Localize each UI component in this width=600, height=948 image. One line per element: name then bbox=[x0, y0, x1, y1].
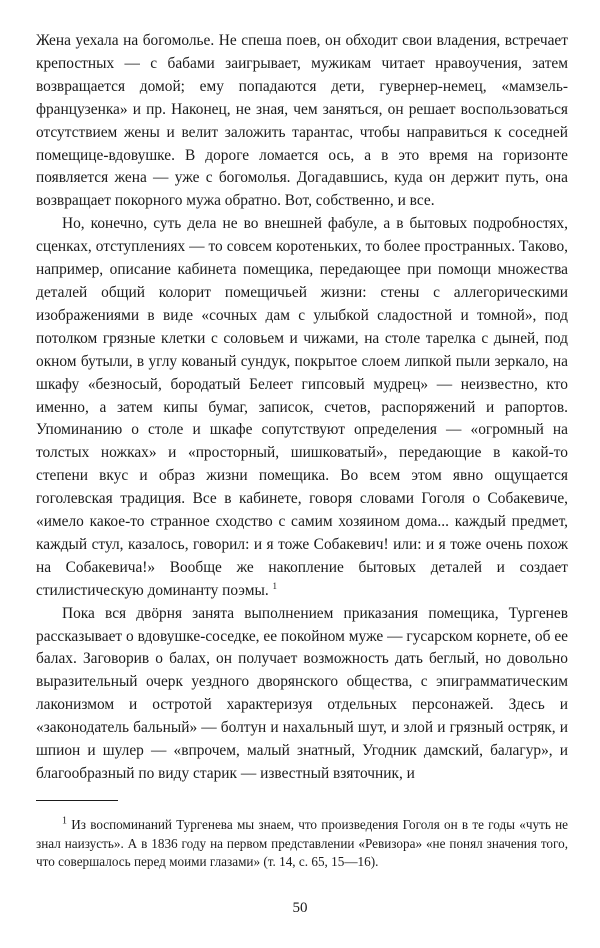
paragraph-2 bbox=[36, 213, 568, 602]
paragraph-2-text: Но, конечно, суть дела не во внешней фабуле, а в бытовых подробностях, сценках, отступлениях — то совсем коротеньких, то более пространных. Таково, например, описание кабинета помещика, передающее при помощи множества деталей общий колорит помещичьей жизни: стены с аллегорическими изображениями в виде «сочных дам с улыбкой сладостной и томной», под потолком грязные клетки с соловьем и чижами, на столе тарелка с дыней, под окном бутыли, в углу кованый сундук, покрытое слоем липкой пыли зеркало, на шкафу «безносый, бородатый Белеет гипсовый мудрец» — неизвестно, кто именно, а затем кипы бумаг, записок, счетов, распоряжений и рапортов. Упоминанию о столе и шкафе сопутствуют определения — «огромный на толстых ножках» и «просторный, шишковатый», передающие в какой-то степени вкус и образ жизни помещика. Во всем этом явно ощущается гоголевская традиция. Все в кабинете, говоря словами Гоголя о Собакевиче, «имело какое-то странное сходство с самим хозяином дома... каждый предмет, каждый стул, казалось, говорил: и я тоже Собакевич! или: и я тоже очень похож на Собакевича!» Вообще же накопление бытовых деталей и создает стилистическую доминанту поэмы. bbox=[36, 215, 568, 599]
footnote-marker: 1 bbox=[62, 815, 67, 827]
footnote-divider bbox=[36, 800, 118, 801]
footnote bbox=[36, 816, 568, 872]
footnote-reference[interactable]: 1 bbox=[272, 580, 278, 591]
footnote-text: Из воспоминаний Тургенева мы знаем, что произведения Гоголя он в те годы «чуть не знал наизусть». А в 1836 году на первом представлении «Ревизора» «не понял значения того, что совершалось перед моими глазами» (т. 14, с. 65, 15—16). bbox=[36, 817, 569, 870]
page-body bbox=[36, 30, 568, 786]
paragraph-1 bbox=[36, 30, 568, 213]
page-number: 50 bbox=[292, 900, 308, 916]
paragraph-3-text: Пока вся двöрня занята выполнением приказания помещика, Тургенев рассказывает о вдовушке-соседке, ее покойном муже — гусарском корнете, об ее балах. Заговорив о балах, он получает возможность дать беглый, но довольно выразительный очерк уездного дворянского общества, с эпиграмматическим лаконизмом и остротой характеризуя отдельных персонажей. Здесь и «законодатель бальный» — болтун и нахальный шут, и злой и грязный остряк, и шпион и шулер — «впрочем, малый знатный, Угодник дамский, балагур», и благообразный по виду старик — известный взяточник, и bbox=[36, 604, 568, 782]
paragraph-1-text: Жена уехала на богомолье. Не спеша поев, он обходит свои владения, встречает крепостных — с бабами заигрывает, мужикам читает нравоучения, затем возвращается домой; ему попадаются дети, гувернер-немец, «мамзель-французенка» и пр. Наконец, не зная, чем заняться, он решает воспользоваться отсутствием жены и велит заложить тарантас, чтобы направиться к соседней помещице-вдовушке. В дороге ломается ось, а в это время на горизонте появляется жена — уже с богомолья. Догадавшись, куда он держит путь, она возвращает покорного мужа обратно. Вот, собственно, и все. bbox=[36, 32, 568, 210]
paragraph-3 bbox=[36, 603, 568, 786]
